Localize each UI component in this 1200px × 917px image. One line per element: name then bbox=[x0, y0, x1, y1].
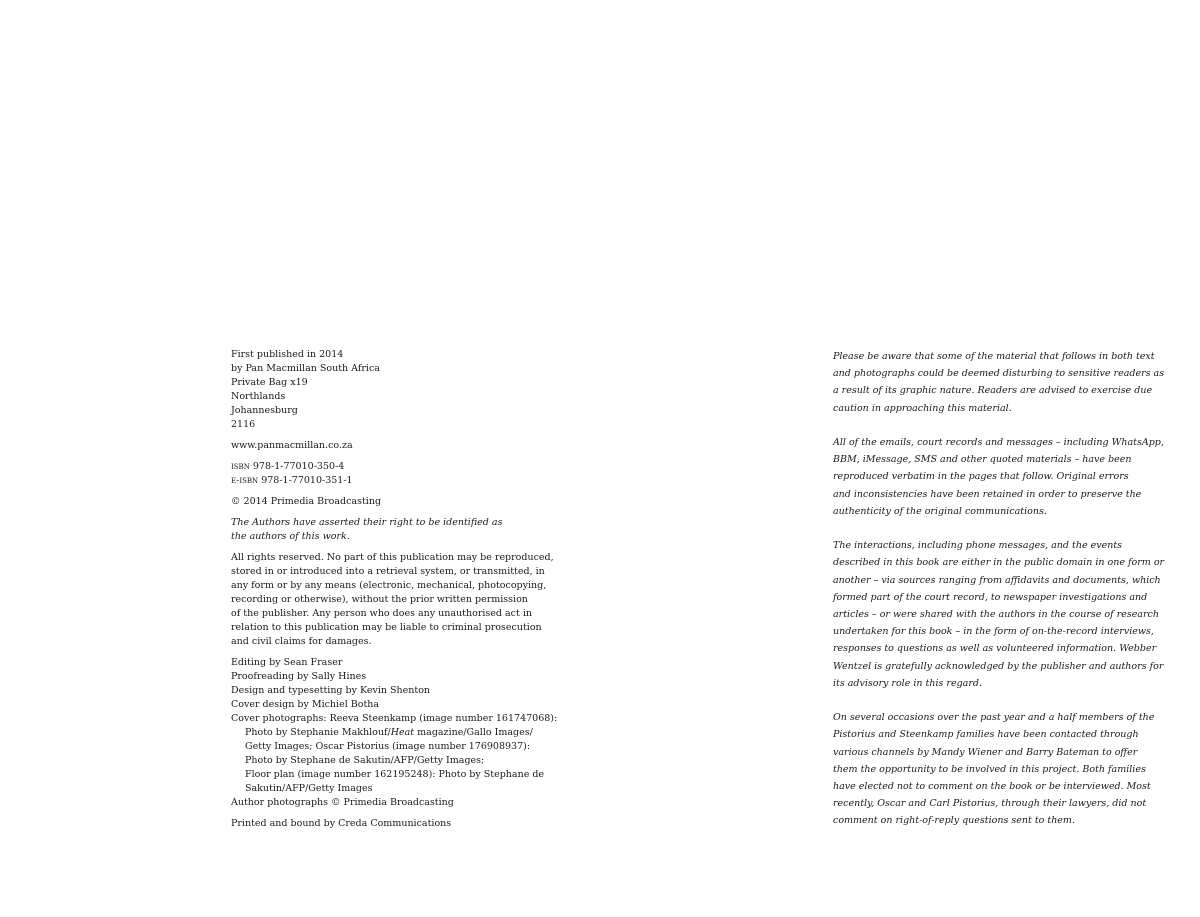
copyright-block bbox=[231, 495, 531, 509]
notice-line: responses to questions as well as volunteered information. Webber bbox=[833, 643, 1157, 655]
notice-line: Wentzel is gratefully acknowledged by the publisher and authors for bbox=[833, 660, 1164, 672]
publication-line: by Pan Macmillan South Africa bbox=[231, 363, 380, 374]
cover-photographs-line: Floor plan (image number 162195248): Photo by Stephane de bbox=[245, 769, 545, 780]
notice-line: The interactions, including phone messages, and the events bbox=[833, 540, 1123, 552]
notice-line: a result of its graphic nature. Readers are advised to exercise due bbox=[833, 385, 1153, 397]
eisbn-value: 978-1-77010-351-1 bbox=[261, 475, 353, 486]
printing-credit bbox=[231, 817, 531, 831]
rights-line: any form or by any means (electronic, mechanical, photocopying, bbox=[231, 580, 547, 591]
notice-line: authenticity of the original communications. bbox=[833, 505, 1047, 517]
notice-line: and inconsistencies have been retained in order to preserve the bbox=[833, 488, 1142, 500]
publication-details bbox=[231, 348, 531, 432]
notice-line: formed part of the court record, to newspaper investigations and bbox=[833, 591, 1148, 603]
cover-photographs-line: Sakutin/AFP/Getty Images bbox=[245, 783, 373, 794]
notice-line: Please be aware that some of the material that follows in both text bbox=[833, 351, 1155, 362]
cover-photographs-line: Photo by Stephane de Sakutin/AFP/Getty Images; bbox=[245, 755, 485, 766]
cover-photographs-line: Getty Images; Oscar Pistorius (image number 176908937): bbox=[245, 741, 531, 752]
website-block bbox=[231, 439, 531, 453]
notice-line: recently, Oscar and Carl Pistorius, through their lawyers, did not bbox=[833, 798, 1147, 810]
notice-paragraph bbox=[833, 348, 1165, 417]
eisbn-line bbox=[231, 474, 531, 488]
cover-photographs-text: Photo by Stephanie Makhlouf/ bbox=[245, 727, 391, 738]
notice-line: its advisory role in this regard. bbox=[833, 677, 982, 689]
heat-magazine-title: Heat bbox=[390, 727, 415, 738]
notice-line: reproduced verbatim in the pages that follow. Original errors bbox=[833, 471, 1129, 483]
rights-line: recording or otherwise), without the prior written permission bbox=[231, 594, 528, 605]
notice-line: articles – or were shared with the authors in the course of research bbox=[833, 609, 1159, 621]
publication-line: Northlands bbox=[231, 391, 286, 402]
authors-assertion bbox=[231, 516, 531, 544]
rights-line: relation to this publication may be liable to criminal prosecution bbox=[231, 622, 542, 633]
cover-design-credit: Cover design by Michiel Botha bbox=[231, 699, 380, 710]
publication-line: First published in 2014 bbox=[231, 349, 344, 360]
author-photographs-credit: Author photographs © Primedia Broadcasting bbox=[231, 797, 454, 808]
reader-notice bbox=[833, 348, 1165, 847]
notice-line: comment on right-of-reply questions sent to them. bbox=[833, 815, 1075, 827]
notice-line: and photographs could be deemed disturbing to sensitive readers as bbox=[833, 368, 1165, 380]
imprint-block bbox=[231, 348, 558, 838]
rights-line: stored in or introduced into a retrieval system, or transmitted, in bbox=[231, 566, 545, 577]
notice-line: have elected not to comment on the book or be interviewed. Most bbox=[833, 781, 1151, 793]
assertion-line: The Authors have asserted their right to be identified as bbox=[231, 517, 503, 528]
design-credit: Design and typesetting by Kevin Shenton bbox=[231, 685, 431, 696]
notice-paragraph bbox=[833, 709, 1155, 829]
publication-line: Private Bag x19 bbox=[231, 377, 308, 388]
cover-photographs-credit: Cover photographs: Reeva Steenkamp (image number 161747068): bbox=[231, 713, 558, 724]
rights-reserved bbox=[231, 551, 554, 649]
notice-line: All of the emails, court records and messages – including WhatsApp, bbox=[833, 437, 1164, 448]
isbn-label: isbn bbox=[231, 461, 250, 472]
isbn-block bbox=[231, 460, 531, 488]
rights-line: and civil claims for damages. bbox=[231, 636, 372, 647]
rights-line: of the publisher. Any person who does any unauthorised act in bbox=[231, 608, 532, 619]
notice-line: BBM, iMessage, SMS and other quoted materials – have been bbox=[833, 454, 1132, 466]
cover-photographs-line bbox=[231, 726, 531, 740]
rights-line: All rights reserved. No part of this publication may be reproduced, bbox=[231, 552, 554, 563]
notice-line: Pistorius and Steenkamp families have been contacted through bbox=[833, 729, 1139, 741]
proofreading-credit: Proofreading by Sally Hines bbox=[231, 671, 367, 682]
notice-line: On several occasions over the past year and a half members of the bbox=[833, 712, 1155, 724]
assertion-line: the authors of this work. bbox=[231, 531, 350, 542]
copyright-notice: © 2014 Primedia Broadcasting bbox=[231, 496, 382, 507]
isbn-line bbox=[231, 460, 531, 474]
publisher-website: www.panmacmillan.co.za bbox=[231, 440, 353, 451]
notice-line: described in this book are either in the public domain in one form or bbox=[833, 557, 1165, 569]
printed-and-bound: Printed and bound by Creda Communications bbox=[231, 818, 452, 829]
publication-line: 2116 bbox=[231, 419, 256, 430]
right-page bbox=[600, 0, 1200, 917]
cover-photographs-text: magazine/Gallo Images/ bbox=[414, 727, 533, 738]
notice-line: them the opportunity to be involved in this project. Both families bbox=[833, 763, 1146, 775]
eisbn-label: e-isbn bbox=[231, 475, 259, 486]
notice-paragraph bbox=[833, 537, 1165, 692]
production-credits bbox=[231, 656, 558, 810]
notice-paragraph bbox=[833, 434, 1164, 520]
notice-line: caution in approaching this material. bbox=[833, 402, 1012, 414]
publication-line: Johannesburg bbox=[231, 405, 298, 416]
notice-line: various channels by Mandy Wiener and Barry Bateman to offer bbox=[833, 746, 1138, 758]
notice-line: undertaken for this book – in the form of on-the-record interviews, bbox=[833, 626, 1154, 638]
editing-credit: Editing by Sean Fraser bbox=[231, 657, 343, 668]
isbn-value: 978-1-77010-350-4 bbox=[252, 461, 345, 472]
notice-line: another – via sources ranging from affidavits and documents, which bbox=[833, 574, 1161, 586]
